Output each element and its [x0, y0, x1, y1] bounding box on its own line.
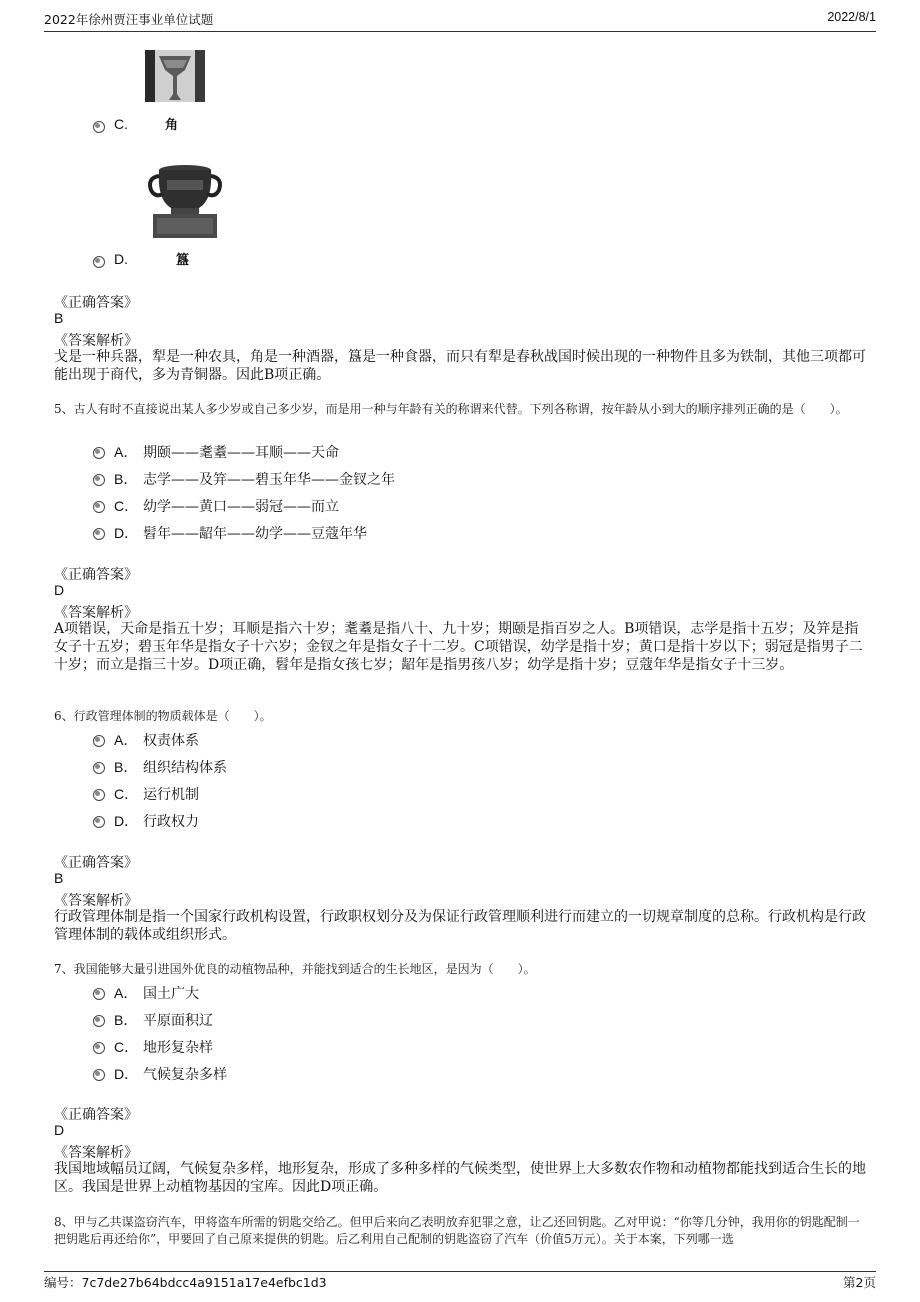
q7-option-d-key: D．	[114, 1066, 139, 1082]
q6-answer-value: B	[54, 870, 64, 886]
answer-value: B	[54, 310, 64, 326]
q7-option-d-radio[interactable]	[93, 1069, 105, 1081]
q7-option-c-radio[interactable]	[93, 1042, 105, 1054]
option-d-key: D.	[114, 251, 128, 267]
q5-option-a-radio[interactable]	[93, 447, 105, 459]
document-code: 编号：7c7de27b64bdcc4a9151a17e4efbc1d3	[44, 1275, 327, 1290]
q5-option-c-key: C．	[114, 498, 139, 514]
q7-analysis-text: 我国地域幅员辽阔，气候复杂多样，地形复杂，形成了多种多样的气候类型，使世界上大多数农作物和动植物都能找到适合生长的地区。我国是世界上动植物基因的宝库。因此D项正确。	[54, 1161, 866, 1195]
option-c-key: C.	[114, 116, 128, 132]
question-7: 7、我国能够大量引进国外优良的动植物品种，并能找到适合的生长地区，是因为（ ）。	[54, 962, 536, 976]
q6-option-c-key: C．	[114, 786, 139, 802]
q6-option-b-key: B．	[114, 759, 138, 775]
question-5: 5、古人有时不直接说出某人多少岁或自己多少岁，而是用一种与年龄有关的称谓来代替。下列各称谓，按年龄从小到大的顺序排列正确的是（ ）。	[54, 402, 848, 416]
document-date: 2022/8/1	[827, 10, 876, 24]
q7-option-a-text: 国土广大	[143, 986, 199, 1002]
q7-option-b-key: B．	[114, 1012, 138, 1028]
question-8: 8、甲与乙共谋盗窃汽车，甲将盗车所需的钥匙交给乙。但甲后来向乙表明放弃犯罪之意，让乙还回钥匙。乙对甲说：“你等几分钟，我用你的钥匙配制一把钥匙后再还给你”，甲要回了自己原来提供的钥匙。后乙利用自己配制的钥匙盗窃了汽车（价值5万元）。关于本案，下列哪一选	[54, 1215, 860, 1246]
q6-option-d-key: D．	[114, 813, 139, 829]
q6-option-a-radio[interactable]	[93, 735, 105, 747]
q5-answer-label: 《正确答案》	[54, 567, 138, 583]
q7-option-b-radio[interactable]	[93, 1015, 105, 1027]
q6-option-a-text: 权责体系	[143, 733, 199, 749]
q7-option-a-radio[interactable]	[93, 988, 105, 1000]
q6-option-b-text: 组织结构体系	[143, 760, 227, 776]
q6-answer-label: 《正确答案》	[54, 855, 138, 871]
q5-option-b-radio[interactable]	[93, 474, 105, 486]
q5-option-b-key: B．	[114, 471, 138, 487]
q7-option-c-key: C．	[114, 1039, 139, 1055]
document-title: 2022年徐州贾汪事业单位试题	[44, 12, 214, 27]
q5-option-c-radio[interactable]	[93, 501, 105, 513]
q6-option-a-key: A．	[114, 732, 138, 748]
option-c-caption: 角	[165, 118, 179, 133]
gui-bronze-vessel-image	[145, 160, 230, 238]
q6-analysis-label: 《答案解析》	[54, 893, 138, 909]
q7-option-a-key: A．	[114, 985, 138, 1001]
q7-answer-value: D	[54, 1122, 65, 1138]
option-c-radio[interactable]	[93, 121, 105, 133]
q5-analysis-text: A项错误，天命是指五十岁；耳顺是指六十岁；耄耋是指八十、九十岁；期颐是指百岁之人。B项错误，志学是指十五岁；及笄是指女子十五岁；碧玉年华是指女子十六岁；金钗之年是指女子十二岁。C项错误，幼学是指十岁；黄口是指十岁以下；弱冠是指男子二十岁；而立是指三十岁。D项正确，髫年是指女孩七岁；龆年是指男孩八岁；幼学是指十岁；豆蔻年华是指女子十三岁。	[54, 621, 863, 673]
q5-option-a-key: A．	[114, 444, 138, 460]
q7-option-c-text: 地形复杂样	[143, 1040, 213, 1056]
q5-option-c-text: 幼学——黄口——弱冠——而立	[143, 499, 339, 515]
question-6: 6、行政管理体制的物质载体是（ ）。	[54, 709, 272, 723]
analysis-label: 《答案解析》	[54, 333, 138, 349]
option-d-radio[interactable]	[93, 256, 105, 268]
q6-option-c-text: 运行机制	[143, 787, 199, 803]
page-footer	[44, 1271, 876, 1291]
answer-label: 《正确答案》	[54, 295, 138, 311]
q7-answer-label: 《正确答案》	[54, 1107, 138, 1123]
q5-option-d-radio[interactable]	[93, 528, 105, 540]
q5-analysis-label: 《答案解析》	[54, 605, 138, 621]
page-number: 第2页	[843, 1275, 876, 1290]
q5-option-b-text: 志学——及笄——碧玉年华——金钗之年	[143, 472, 395, 488]
q5-option-a-text: 期颐——耄耋——耳顺——天命	[143, 445, 339, 461]
q6-option-c-radio[interactable]	[93, 789, 105, 801]
analysis-text: 戈是一种兵器，犁是一种农具，角是一种酒器，簋是一种食器，而只有犁是春秋战国时候出现的一种物件且多为铁制，其他三项都可能出现于商代，多为青铜器。因此B项正确。	[54, 349, 866, 383]
q6-analysis-text: 行政管理体制是指一个国家行政机构设置，行政职权划分及为保证行政管理顺利进行而建立的一切规章制度的总称。行政机构是行政管理体制的载体或组织形式。	[54, 909, 866, 943]
q6-option-d-radio[interactable]	[93, 816, 105, 828]
q6-option-d-text: 行政权力	[143, 814, 199, 830]
option-d-caption: 簋	[176, 253, 190, 268]
page-header	[44, 10, 876, 32]
q6-option-b-radio[interactable]	[93, 762, 105, 774]
q7-option-d-text: 气候复杂多样	[143, 1067, 227, 1083]
q5-option-d-key: D．	[114, 525, 139, 541]
q5-option-d-text: 髫年——龆年——幼学——豆蔻年华	[143, 526, 367, 542]
q7-option-b-text: 平原面积辽	[143, 1013, 213, 1029]
q5-answer-value: D	[54, 582, 65, 598]
jue-bronze-vessel-image	[145, 50, 205, 102]
q7-analysis-label: 《答案解析》	[54, 1145, 138, 1161]
